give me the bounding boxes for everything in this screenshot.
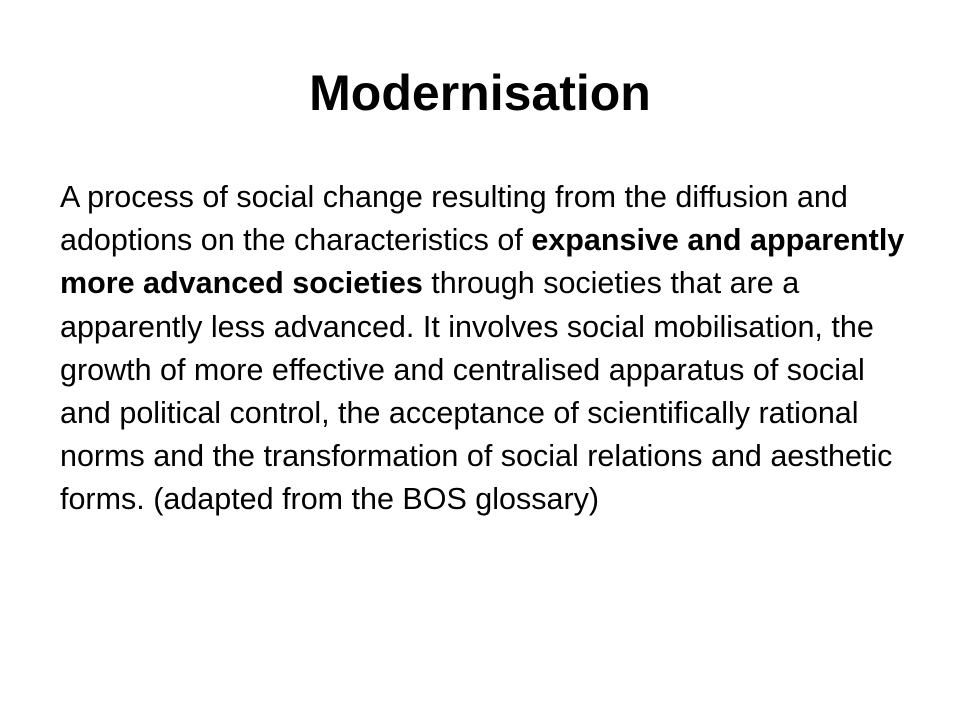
definition-text-part1: A process of social change resulting from the diffusion and adoptions on the characteristics of: [60, 180, 848, 258]
definition-paragraph: [60, 176, 910, 522]
definition-bold-phrase: expansive and apparently more advanced societies: [60, 223, 905, 301]
definition-text-part2: through societies that are a apparently less advanced. It involves social mobilisation, the growth of more effective and centralised apparatus of social and political control, the acceptance of scientifically rational norms and the transformation of social relations and aesthetic forms. (adapted from the BOS glossary): [60, 266, 893, 517]
slide-title: Modernisation: [309, 65, 651, 121]
